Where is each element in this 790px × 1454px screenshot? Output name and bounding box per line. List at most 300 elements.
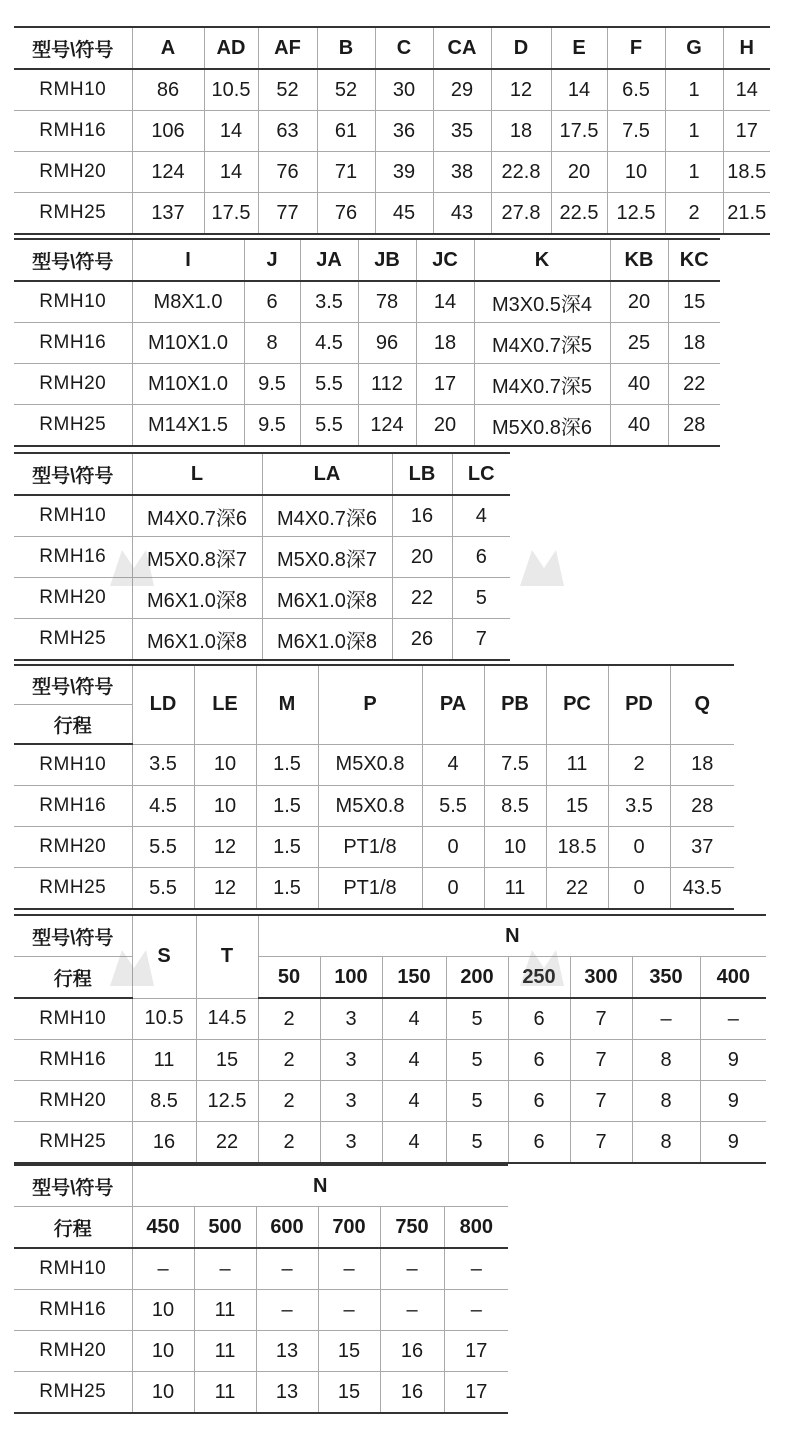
value-cell: 1 [665, 69, 723, 111]
stroke-column-header: 100 [320, 957, 382, 999]
value-cell: M6X1.0深8 [132, 578, 262, 619]
value-cell: 11 [484, 868, 546, 910]
column-header: D [491, 27, 551, 69]
value-cell: 17.5 [551, 111, 607, 152]
table-row [14, 1122, 766, 1164]
value-cell: 6 [508, 1122, 570, 1164]
column-header: G [665, 27, 723, 69]
value-cell: 18 [416, 323, 474, 364]
stroke-header: 行程 [14, 1207, 132, 1249]
value-cell: 12 [491, 69, 551, 111]
value-cell: – [256, 1290, 318, 1331]
value-cell: 1.5 [256, 827, 318, 868]
value-cell: 61 [317, 111, 375, 152]
value-cell: 13 [256, 1372, 318, 1414]
model-cell: RMH16 [14, 537, 132, 578]
value-cell: 40 [610, 364, 668, 405]
model-cell: RMH16 [14, 111, 132, 152]
column-header: JA [300, 239, 358, 281]
value-cell: 86 [132, 69, 204, 111]
value-cell: 5.5 [132, 827, 194, 868]
value-cell: M10X1.0 [132, 364, 244, 405]
column-header: J [244, 239, 300, 281]
value-cell: 63 [258, 111, 317, 152]
value-cell: 6 [244, 281, 300, 323]
table-row [14, 1331, 508, 1372]
value-cell: 35 [433, 111, 491, 152]
value-cell: 10.5 [204, 69, 258, 111]
value-cell: 2 [258, 1040, 320, 1081]
value-cell: 15 [318, 1331, 380, 1372]
value-cell: 43.5 [670, 868, 734, 910]
value-cell: 12.5 [607, 193, 665, 235]
value-cell: 38 [433, 152, 491, 193]
value-cell: – [380, 1290, 444, 1331]
stroke-column-header: 250 [508, 957, 570, 999]
column-header: AF [258, 27, 317, 69]
value-cell: 39 [375, 152, 433, 193]
value-cell: 112 [358, 364, 416, 405]
value-cell: 5.5 [300, 405, 358, 447]
value-cell: 8.5 [484, 786, 546, 827]
value-cell: 0 [422, 868, 484, 910]
value-cell: 15 [668, 281, 720, 323]
value-cell: 4 [382, 998, 446, 1040]
table-header-row [14, 957, 766, 999]
model-cell: RMH25 [14, 1372, 132, 1414]
value-cell: 96 [358, 323, 416, 364]
table-header-row [14, 915, 766, 957]
table-header-row [14, 1165, 508, 1207]
value-cell: 5 [452, 578, 510, 619]
model-symbol-header: 型号\符号 [14, 1165, 132, 1207]
table-row [14, 281, 720, 323]
table-row [14, 495, 510, 537]
column-header: F [607, 27, 665, 69]
stroke-count-table-450-to-800 [14, 1164, 508, 1414]
column-header: KB [610, 239, 668, 281]
dimension-table-l-to-lc [14, 452, 510, 661]
value-cell: 10 [484, 827, 546, 868]
value-cell: 2 [258, 998, 320, 1040]
table-row [14, 152, 770, 193]
value-cell: 6.5 [607, 69, 665, 111]
column-header: LC [452, 453, 510, 495]
value-cell: 12.5 [196, 1081, 258, 1122]
column-header: E [551, 27, 607, 69]
value-cell: 22 [668, 364, 720, 405]
stroke-column-header: 300 [570, 957, 632, 999]
value-cell: 0 [608, 868, 670, 910]
value-cell: 4.5 [132, 786, 194, 827]
value-cell: 14 [204, 111, 258, 152]
value-cell: 1 [665, 152, 723, 193]
value-cell: 8 [244, 323, 300, 364]
dimension-table-a-to-h [14, 26, 770, 235]
stroke-column-header: 350 [632, 957, 700, 999]
value-cell: 2 [665, 193, 723, 235]
value-cell: 9 [700, 1040, 766, 1081]
value-cell: M5X0.8 [318, 786, 422, 827]
table-row [14, 537, 510, 578]
value-cell: 14 [551, 69, 607, 111]
model-symbol-header: 型号\符号 [14, 239, 132, 281]
value-cell: 16 [380, 1372, 444, 1414]
column-header: T [196, 915, 258, 998]
value-cell: M5X0.8 [318, 744, 422, 786]
table-row [14, 193, 770, 235]
value-cell: 17 [444, 1331, 508, 1372]
value-cell: 28 [670, 786, 734, 827]
value-cell: 10 [607, 152, 665, 193]
value-cell: 27.8 [491, 193, 551, 235]
value-cell: 4 [382, 1122, 446, 1164]
table-row [14, 1081, 766, 1122]
column-header: B [317, 27, 375, 69]
value-cell: 4 [422, 744, 484, 786]
column-header: C [375, 27, 433, 69]
value-cell: 10 [132, 1372, 194, 1414]
value-cell: 0 [608, 827, 670, 868]
value-cell: 7.5 [607, 111, 665, 152]
value-cell: M3X0.5深4 [474, 281, 610, 323]
value-cell: 5 [446, 1040, 508, 1081]
value-cell: 45 [375, 193, 433, 235]
value-cell: 37 [670, 827, 734, 868]
value-cell: 9 [700, 1081, 766, 1122]
model-symbol-header: 型号\符号 [14, 27, 132, 69]
value-cell: 52 [258, 69, 317, 111]
stroke-column-header: 450 [132, 1207, 194, 1249]
value-cell: 5.5 [422, 786, 484, 827]
value-cell: 16 [132, 1122, 196, 1164]
value-cell: 7 [570, 998, 632, 1040]
value-cell: – [318, 1248, 380, 1290]
value-cell: 4 [382, 1081, 446, 1122]
value-cell: 9 [700, 1122, 766, 1164]
value-cell: M4X0.7深6 [262, 495, 392, 537]
value-cell: 3 [320, 1040, 382, 1081]
model-cell: RMH20 [14, 827, 132, 868]
value-cell: 7.5 [484, 744, 546, 786]
table-row [14, 998, 766, 1040]
stroke-column-header: 700 [318, 1207, 380, 1249]
model-symbol-header: 型号\符号 [14, 665, 132, 705]
column-header: PD [608, 665, 670, 744]
value-cell: 124 [132, 152, 204, 193]
value-cell: 43 [433, 193, 491, 235]
table-row [14, 578, 510, 619]
column-header: A [132, 27, 204, 69]
value-cell: 5.5 [132, 868, 194, 910]
value-cell: 52 [317, 69, 375, 111]
table-row [14, 619, 510, 661]
value-cell: 7 [570, 1081, 632, 1122]
value-cell: 8 [632, 1040, 700, 1081]
column-header: LB [392, 453, 452, 495]
value-cell: 15 [546, 786, 608, 827]
value-cell: 11 [194, 1372, 256, 1414]
value-cell: PT1/8 [318, 868, 422, 910]
value-cell: 3 [320, 1122, 382, 1164]
value-cell: 2 [258, 1122, 320, 1164]
column-header: P [318, 665, 422, 744]
value-cell: 5 [446, 1122, 508, 1164]
column-header: LA [262, 453, 392, 495]
model-cell: RMH25 [14, 193, 132, 235]
table-row [14, 868, 734, 910]
value-cell: – [700, 998, 766, 1040]
model-cell: RMH20 [14, 578, 132, 619]
stroke-column-header: 50 [258, 957, 320, 999]
value-cell: M5X0.8深6 [474, 405, 610, 447]
brand-watermark [518, 548, 566, 588]
column-header: S [132, 915, 196, 998]
dimension-table-ld-to-q [14, 664, 734, 910]
value-cell: 18 [491, 111, 551, 152]
value-cell: 6 [508, 998, 570, 1040]
value-cell: 20 [551, 152, 607, 193]
value-cell: 1.5 [256, 868, 318, 910]
value-cell: 3.5 [608, 786, 670, 827]
table-row [14, 69, 770, 111]
stroke-column-header: 500 [194, 1207, 256, 1249]
model-symbol-header: 型号\符号 [14, 453, 132, 495]
value-cell: 40 [610, 405, 668, 447]
value-cell: 18 [670, 744, 734, 786]
column-header: CA [433, 27, 491, 69]
table-header-row [14, 239, 720, 281]
value-cell: 8 [632, 1081, 700, 1122]
model-cell: RMH16 [14, 1040, 132, 1081]
value-cell: 10 [132, 1331, 194, 1372]
value-cell: 17 [416, 364, 474, 405]
model-cell: RMH25 [14, 405, 132, 447]
stroke-column-header: 800 [444, 1207, 508, 1249]
value-cell: 13 [256, 1331, 318, 1372]
value-cell: 15 [318, 1372, 380, 1414]
value-cell: 3.5 [300, 281, 358, 323]
table-row [14, 323, 720, 364]
value-cell: 5.5 [300, 364, 358, 405]
table-row [14, 364, 720, 405]
model-cell: RMH25 [14, 619, 132, 661]
value-cell: 20 [392, 537, 452, 578]
value-cell: 22 [196, 1122, 258, 1164]
value-cell: 6 [508, 1081, 570, 1122]
model-cell: RMH16 [14, 786, 132, 827]
value-cell: 1.5 [256, 744, 318, 786]
value-cell: 14.5 [196, 998, 258, 1040]
value-cell: 7 [570, 1122, 632, 1164]
value-cell: 22.8 [491, 152, 551, 193]
value-cell: 22 [392, 578, 452, 619]
column-header: AD [204, 27, 258, 69]
value-cell: 1.5 [256, 786, 318, 827]
model-cell: RMH20 [14, 364, 132, 405]
model-cell: RMH16 [14, 1290, 132, 1331]
model-cell: RMH10 [14, 281, 132, 323]
model-symbol-header: 型号\符号 [14, 915, 132, 957]
value-cell: 4 [382, 1040, 446, 1081]
value-cell: 14 [723, 69, 770, 111]
value-cell: 1 [665, 111, 723, 152]
stroke-header: 行程 [14, 705, 132, 745]
table-row [14, 111, 770, 152]
value-cell: 4 [452, 495, 510, 537]
table-row [14, 1248, 508, 1290]
value-cell: 14 [204, 152, 258, 193]
value-cell: 20 [610, 281, 668, 323]
column-header: KC [668, 239, 720, 281]
table-row [14, 786, 734, 827]
value-cell: 3.5 [132, 744, 194, 786]
model-cell: RMH10 [14, 1248, 132, 1290]
value-cell: 17.5 [204, 193, 258, 235]
value-cell: 18.5 [546, 827, 608, 868]
value-cell: 9.5 [244, 364, 300, 405]
value-cell: 22.5 [551, 193, 607, 235]
column-header: PA [422, 665, 484, 744]
value-cell: 10 [132, 1290, 194, 1331]
value-cell: M5X0.8深7 [262, 537, 392, 578]
value-cell: 17 [723, 111, 770, 152]
stroke-column-header: 600 [256, 1207, 318, 1249]
value-cell: M4X0.7深6 [132, 495, 262, 537]
table-row [14, 405, 720, 447]
value-cell: 5 [446, 998, 508, 1040]
table-header-row [14, 665, 734, 705]
column-header: PB [484, 665, 546, 744]
value-cell: – [132, 1248, 194, 1290]
value-cell: – [444, 1248, 508, 1290]
value-cell: M6X1.0深8 [262, 578, 392, 619]
column-header: Q [670, 665, 734, 744]
model-cell: RMH20 [14, 1331, 132, 1372]
value-cell: 7 [452, 619, 510, 661]
value-cell: 2 [258, 1081, 320, 1122]
dimension-table-i-to-kc [14, 238, 720, 447]
value-cell: 11 [546, 744, 608, 786]
value-cell: – [632, 998, 700, 1040]
value-cell: M4X0.7深5 [474, 364, 610, 405]
value-cell: 78 [358, 281, 416, 323]
value-cell: 17 [444, 1372, 508, 1414]
value-cell: 6 [508, 1040, 570, 1081]
value-cell: 4.5 [300, 323, 358, 364]
model-cell: RMH10 [14, 998, 132, 1040]
value-cell: – [444, 1290, 508, 1331]
value-cell: 76 [258, 152, 317, 193]
stroke-column-header: 750 [380, 1207, 444, 1249]
model-cell: RMH10 [14, 495, 132, 537]
table-header-row [14, 1207, 508, 1249]
table-row [14, 744, 734, 786]
stroke-column-header: 150 [382, 957, 446, 999]
value-cell: 18 [668, 323, 720, 364]
value-cell: 10 [194, 744, 256, 786]
table-row [14, 1040, 766, 1081]
value-cell: 3 [320, 1081, 382, 1122]
column-header: H [723, 27, 770, 69]
stroke-column-header: 200 [446, 957, 508, 999]
n-group-header: N [132, 1165, 508, 1207]
stroke-header: 行程 [14, 957, 132, 999]
value-cell: 30 [375, 69, 433, 111]
value-cell: 77 [258, 193, 317, 235]
value-cell: 25 [610, 323, 668, 364]
value-cell: 18.5 [723, 152, 770, 193]
column-header: L [132, 453, 262, 495]
value-cell: – [194, 1248, 256, 1290]
value-cell: 12 [194, 868, 256, 910]
value-cell: PT1/8 [318, 827, 422, 868]
model-cell: RMH25 [14, 868, 132, 910]
value-cell: 21.5 [723, 193, 770, 235]
value-cell: 76 [317, 193, 375, 235]
model-cell: RMH10 [14, 744, 132, 786]
column-header: LE [194, 665, 256, 744]
brand-logo-icon [518, 548, 566, 588]
value-cell: 11 [132, 1040, 196, 1081]
column-header: JB [358, 239, 416, 281]
value-cell: 2 [608, 744, 670, 786]
value-cell: – [318, 1290, 380, 1331]
value-cell: 8.5 [132, 1081, 196, 1122]
column-header: M [256, 665, 318, 744]
table-row [14, 827, 734, 868]
stroke-column-header: 400 [700, 957, 766, 999]
value-cell: 29 [433, 69, 491, 111]
table-header-row [14, 453, 510, 495]
column-header: LD [132, 665, 194, 744]
value-cell: 12 [194, 827, 256, 868]
model-cell: RMH20 [14, 1081, 132, 1122]
value-cell: 16 [392, 495, 452, 537]
value-cell: 8 [632, 1122, 700, 1164]
value-cell: 124 [358, 405, 416, 447]
value-cell: 106 [132, 111, 204, 152]
model-cell: RMH20 [14, 152, 132, 193]
stroke-count-table-50-to-400 [14, 914, 766, 1164]
value-cell: 11 [194, 1331, 256, 1372]
value-cell: 71 [317, 152, 375, 193]
value-cell: – [380, 1248, 444, 1290]
value-cell: M10X1.0 [132, 323, 244, 364]
value-cell: 36 [375, 111, 433, 152]
value-cell: M5X0.8深7 [132, 537, 262, 578]
model-cell: RMH25 [14, 1122, 132, 1164]
model-cell: RMH10 [14, 69, 132, 111]
value-cell: 6 [452, 537, 510, 578]
n-group-header: N [258, 915, 766, 957]
value-cell: 11 [194, 1290, 256, 1331]
value-cell: 137 [132, 193, 204, 235]
value-cell: M8X1.0 [132, 281, 244, 323]
value-cell: 15 [196, 1040, 258, 1081]
value-cell: 26 [392, 619, 452, 661]
value-cell: 16 [380, 1331, 444, 1372]
column-header: K [474, 239, 610, 281]
table-header-row [14, 27, 770, 69]
value-cell: 28 [668, 405, 720, 447]
value-cell: – [256, 1248, 318, 1290]
value-cell: 9.5 [244, 405, 300, 447]
value-cell: 10 [194, 786, 256, 827]
model-cell: RMH16 [14, 323, 132, 364]
column-header: PC [546, 665, 608, 744]
value-cell: 20 [416, 405, 474, 447]
